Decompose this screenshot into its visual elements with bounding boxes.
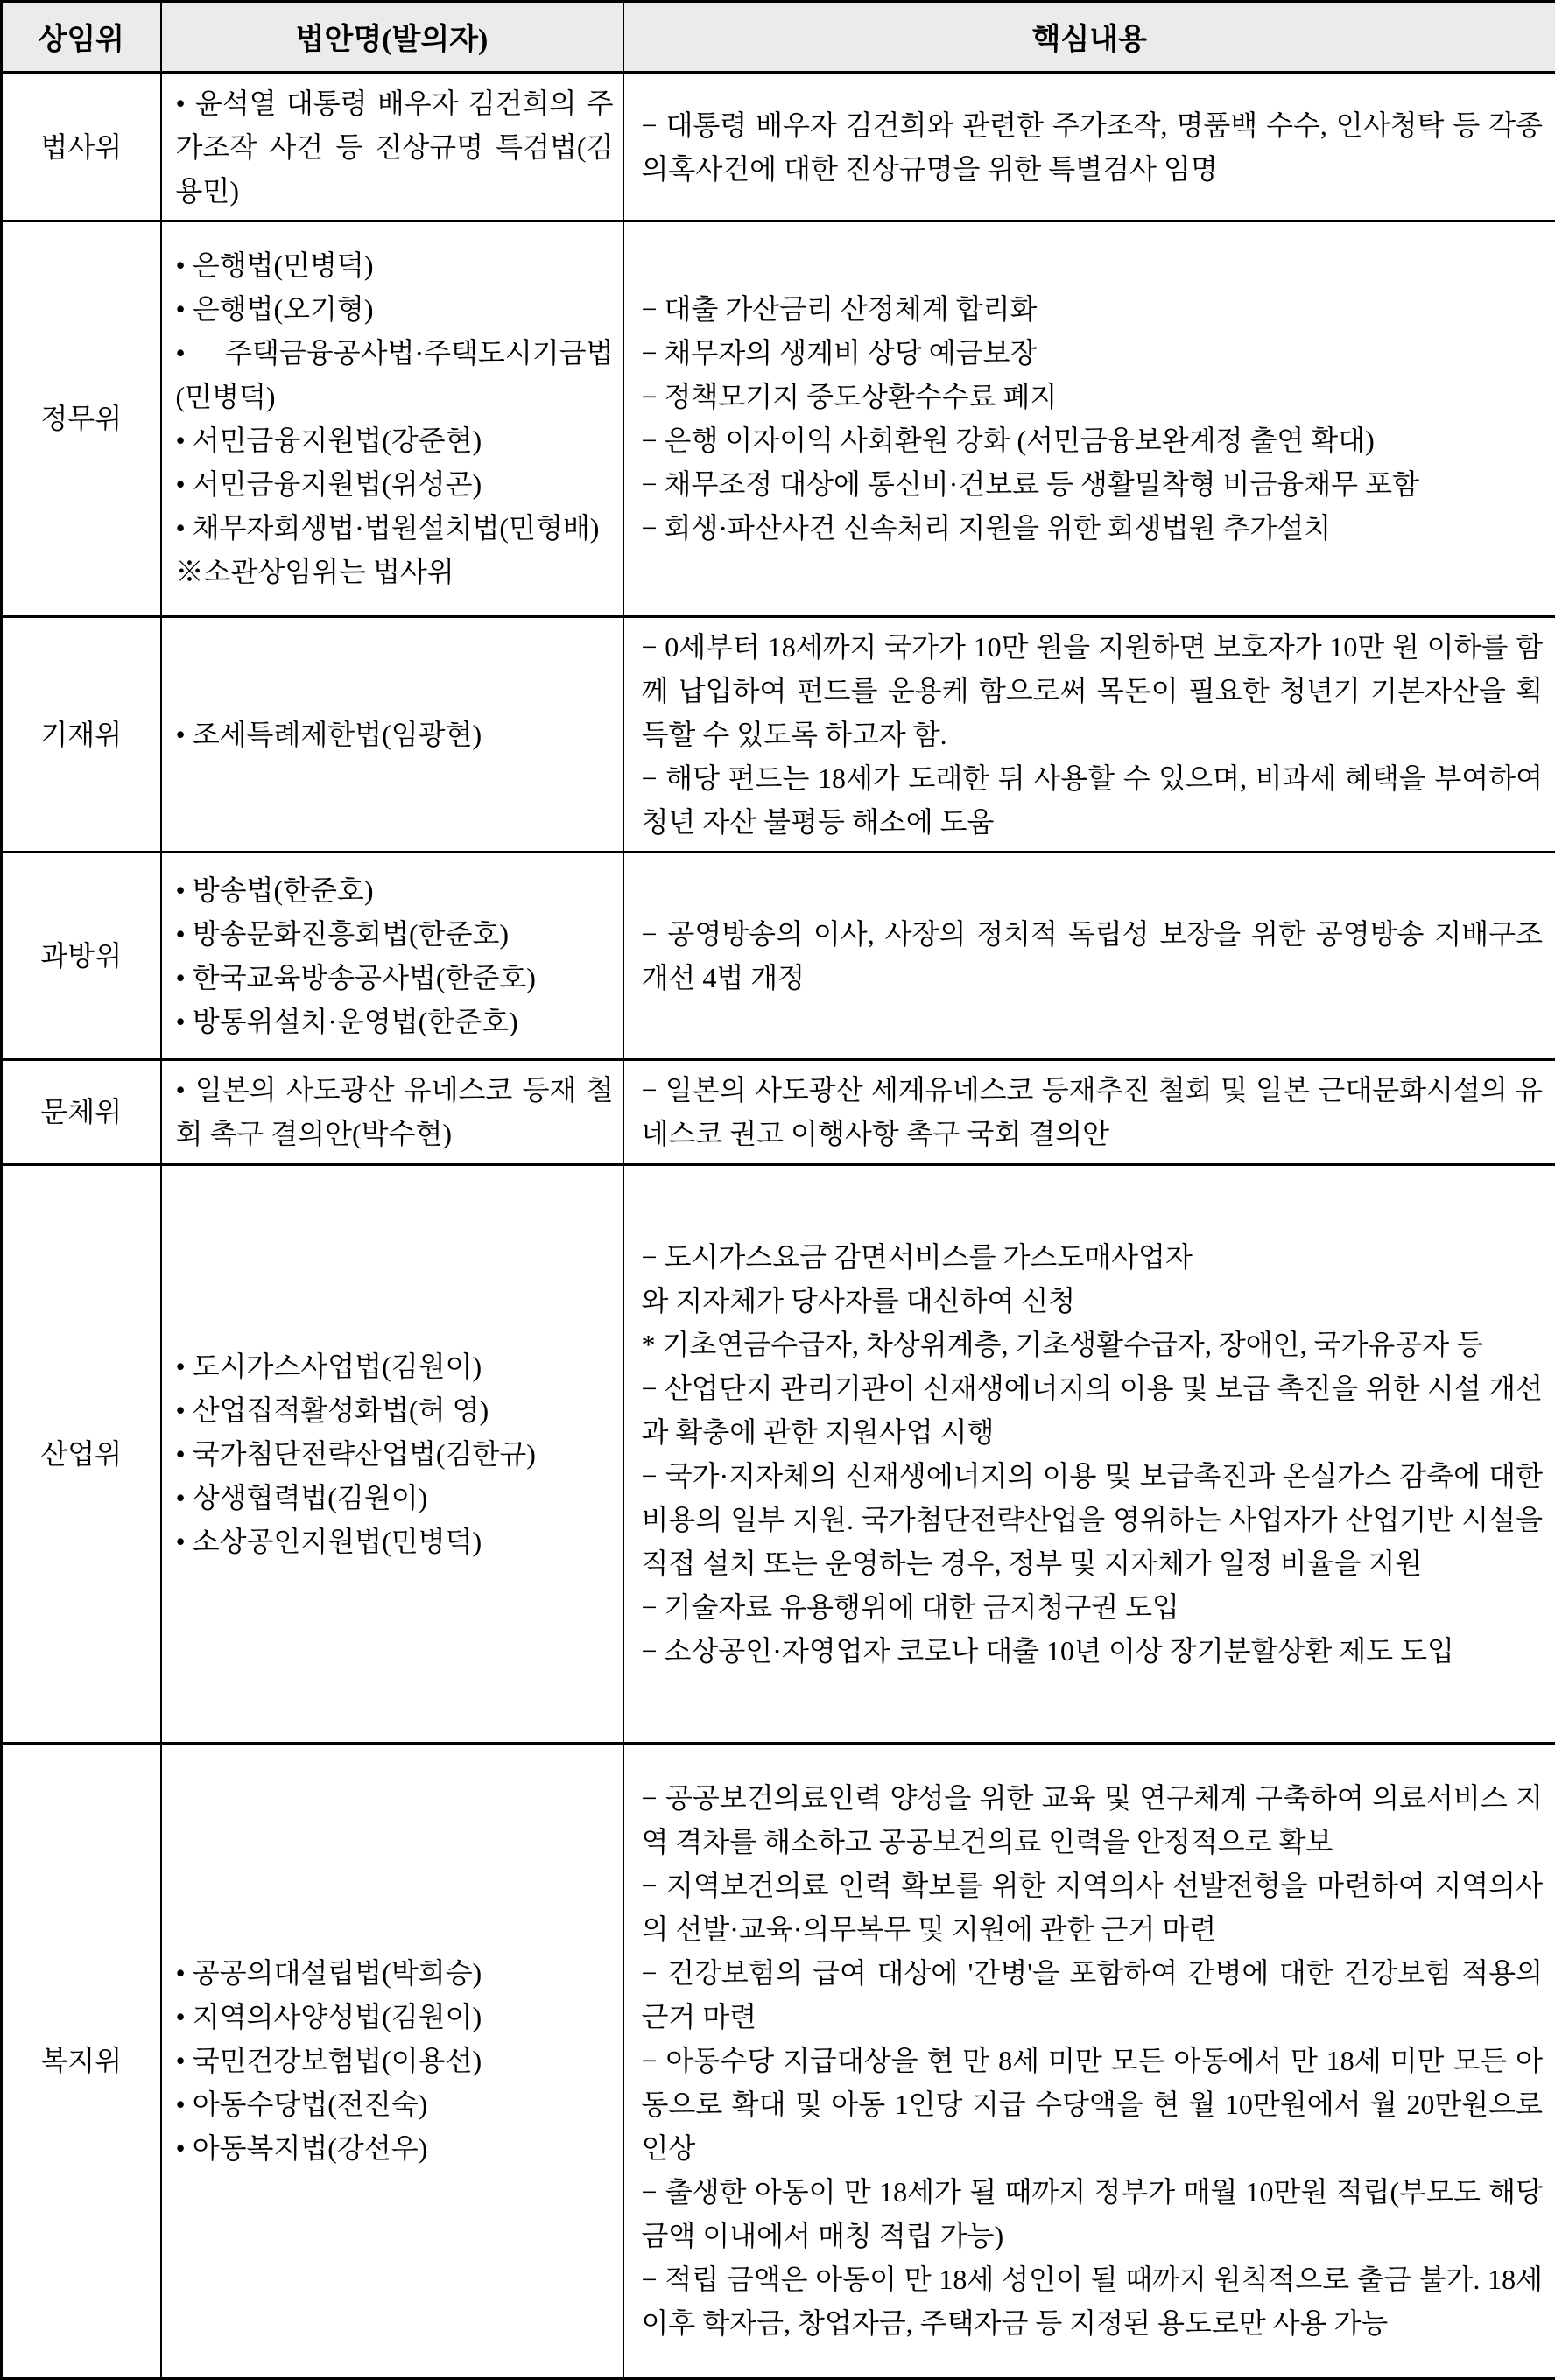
content-item: − 회생·파산사건 신속처리 지원을 위한 회생법원 추가설치 [642,506,1544,550]
bill-item: • 방송문화진흥회법(한준호) [176,912,614,956]
bills-cell [161,616,623,852]
content-item: − 소상공인·자영업자 코로나 대출 10년 이상 장기분할상환 제도 도입 [642,1629,1544,1673]
committee-cell: 복지위 [2,1743,161,2378]
content-item: * 기초연금수급자, 차상위계층, 기초생활수급자, 장애인, 국가유공자 등 [642,1323,1544,1366]
table-row [2,1059,1555,1164]
table-row [2,616,1555,852]
content-item: − 도시가스요금 감면서비스를 가스도매사업자 [642,1235,1544,1279]
bills-cell [161,1743,623,2378]
bill-item: • 윤석열 대통령 배우자 김건희의 주가조작 사건 등 진상규명 특검법(김용민) [176,81,614,213]
content-item: − 일본의 사도광산 세계유네스코 등재추진 철회 및 일본 근대문화시설의 유네스코 권고 이행사항 촉구 국회 결의안 [642,1068,1544,1155]
bills-cell [161,852,623,1059]
bills-cell [161,221,623,616]
contents-cell [623,616,1555,852]
content-item: − 적립 금액은 아동이 만 18세 성인이 될 때까지 원칙적으로 출금 불가. 18세 이후 학자금, 창업자금, 주택자금 등 지정된 용도로만 사용 가능 [642,2257,1544,2345]
bill-item: • 방통위설치·운영법(한준호) [176,1000,614,1043]
content-item: − 기술자료 유용행위에 대한 금지청구권 도입 [642,1585,1544,1629]
bill-item: • 채무자회생법·법원설치법(민형배) [176,506,614,550]
bill-item: • 국가첨단전략산업법(김한규) [176,1432,614,1476]
bill-item: • 서민금융지원법(위성곤) [176,462,614,506]
content-item: − 해당 펀드는 18세가 도래한 뒤 사용할 수 있으며, 비과세 혜택을 부여하여 청년 자산 불평등 해소에 도움 [642,756,1544,844]
table-row [2,1743,1555,2378]
bill-item: • 일본의 사도광산 유네스코 등재 철회 촉구 결의안(박수현) [176,1068,614,1155]
bill-item: • 공공의대설립법(박희승) [176,1951,614,1995]
content-item: − 공공보건의료인력 양성을 위한 교육 및 연구체계 구축하여 의료서비스 지역 격차를 해소하고 공공보건의료 인력을 안정적으로 확보 [642,1776,1544,1864]
table-row [2,73,1555,221]
content-item: − 출생한 아동이 만 18세가 될 때까지 정부가 매월 10만원 적립(부모도 해당 금액 이내에서 매칭 적립 가능) [642,2170,1544,2257]
bill-item: • 소상공인지원법(민병덕) [176,1520,614,1563]
contents-cell [623,1059,1555,1164]
header-committee: 상임위 [2,2,161,73]
bills-cell [161,1164,623,1743]
header-key-contents: 핵심내용 [623,2,1555,73]
committee-cell: 산업위 [2,1164,161,1743]
content-item: − 0세부터 18세까지 국가가 10만 원을 지원하면 보호자가 10만 원 이하를 함께 납입하여 펀드를 운용케 함으로써 목돈이 필요한 청년기 기본자산을 획득할 수 있도록 하고자 함. [642,625,1544,756]
content-item: − 아동수당 지급대상을 현 만 8세 미만 모든 아동에서 만 18세 미만 모든 아동으로 확대 및 아동 1인당 지급 수당액을 현 월 10만원에서 월 20만원으로 인상 [642,2039,1544,2170]
table-row [2,1164,1555,1743]
committee-cell: 정무위 [2,221,161,616]
bill-item: ※소관상임위는 법사위 [176,550,614,593]
bill-item: • 방송법(한준호) [176,868,614,912]
content-item: − 은행 이자이익 사회환원 강화 (서민금융보완계정 출연 확대) [642,418,1544,462]
header-bill-name: 법안명(발의자) [161,2,623,73]
contents-cell [623,1164,1555,1743]
table-header [2,2,1555,73]
content-item: − 건강보험의 급여 대상에 '간병'을 포함하여 간병에 대한 건강보험 적용의 근거 마련 [642,1951,1544,2039]
bills-cell [161,1059,623,1164]
bill-item: • 조세특례제한법(임광현) [176,713,614,756]
committee-cell: 과방위 [2,852,161,1059]
bill-item: • 은행법(오기형) [176,287,614,331]
content-item: − 채무조정 대상에 통신비·건보료 등 생활밀착형 비금융채무 포함 [642,462,1544,506]
bill-item: • 서민금융지원법(강준현) [176,418,614,462]
bill-item: • 지역의사양성법(김원이) [176,1995,614,2039]
contents-cell [623,1743,1555,2378]
content-item: − 대통령 배우자 김건희와 관련한 주가조작, 명품백 수수, 인사청탁 등 각종 의혹사건에 대한 진상규명을 위한 특별검사 임명 [642,103,1544,191]
contents-cell [623,852,1555,1059]
content-item: − 지역보건의료 인력 확보를 위한 지역의사 선발전형을 마련하여 지역의사의 선발·교육·의무복무 및 지원에 관한 근거 마련 [642,1864,1544,1951]
content-item: − 산업단지 관리기관이 신재생에너지의 이용 및 보급 촉진을 위한 시설 개선과 확충에 관한 지원사업 시행 [642,1366,1544,1454]
bill-item: • 산업집적활성화법(허 영) [176,1388,614,1432]
bill-item: • 상생협력법(김원이) [176,1476,614,1520]
content-item: − 정책모기지 중도상환수수료 폐지 [642,375,1544,418]
committee-cell: 기재위 [2,616,161,852]
bill-item: • 한국교육방송공사법(한준호) [176,956,614,1000]
content-item: 와 지자체가 당사자를 대신하여 신청 [642,1279,1544,1323]
committee-cell: 법사위 [2,73,161,221]
contents-cell [623,221,1555,616]
content-item: − 채무자의 생계비 상당 예금보장 [642,331,1544,375]
bill-item: • 아동수당법(전진숙) [176,2082,614,2126]
contents-cell [623,73,1555,221]
bills-cell [161,73,623,221]
table-body [2,73,1555,2379]
bill-item: • 아동복지법(강선우) [176,2126,614,2170]
content-item: − 공영방송의 이사, 사장의 정치적 독립성 보장을 위한 공영방송 지배구조 개선 4법 개정 [642,912,1544,1000]
bill-item: • 은행법(민병덕) [176,243,614,287]
table-row [2,221,1555,616]
committee-cell: 문체위 [2,1059,161,1164]
table-row [2,852,1555,1059]
header-row [2,2,1555,73]
content-item: − 대출 가산금리 산정체계 합리화 [642,287,1544,331]
bill-item: • 도시가스사업법(김원이) [176,1344,614,1388]
bill-item: • 국민건강보험법(이용선) [176,2039,614,2082]
content-item: − 국가·지자체의 신재생에너지의 이용 및 보급촉진과 온실가스 감축에 대한 비용의 일부 지원. 국가첨단전략산업을 영위하는 사업자가 산업기반 시설을 직접 설치 또는 운영하는 경우, 정부 및 지자체가 일정 비율을 지원 [642,1454,1544,1585]
bill-item: • 주택금융공사법·주택도시기금법(민병덕) [176,331,614,418]
